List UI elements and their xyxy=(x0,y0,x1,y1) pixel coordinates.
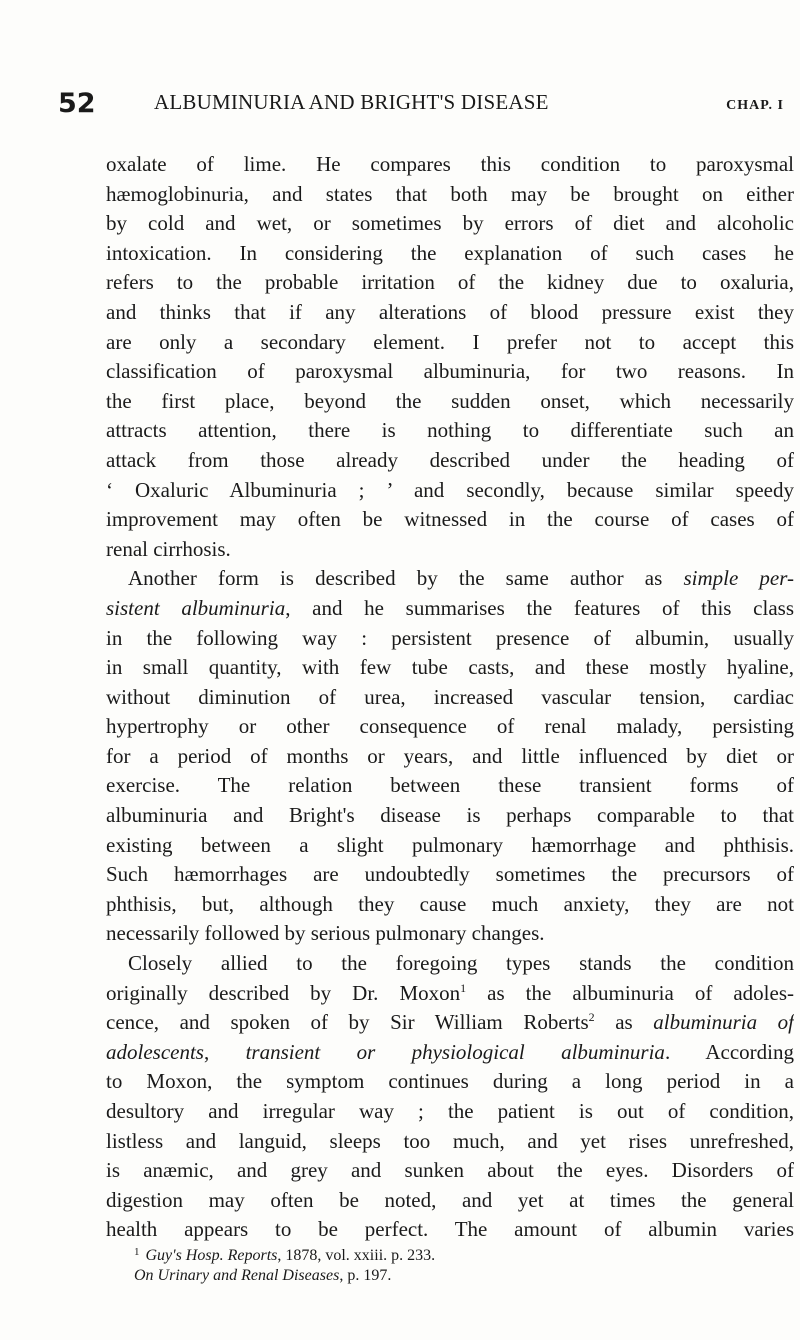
text-line: intoxication. In considering the explanation of such cases he xyxy=(106,240,794,265)
page-number: 52 xyxy=(58,88,96,119)
text-line: desultory and irregular way ; the patient is out of condition, xyxy=(106,1099,794,1123)
text-line: classification of paroxysmal albuminuria, for two reasons. In xyxy=(106,359,794,384)
text-line: hæmoglobinuria, and states that both may be brought on either xyxy=(106,181,794,206)
footnote-ref: 2 xyxy=(588,1010,595,1025)
text-line: in small quantity, with few tube casts, and these mostly hyaline, xyxy=(106,655,794,680)
running-title: ALBUMINURIA AND BRIGHT'S DISEASE xyxy=(154,90,549,114)
text-line: albuminuria and Bright's disease is perhaps comparable to that xyxy=(106,803,794,828)
text-line: hypertrophy or other consequence of renal malady, persisting xyxy=(106,714,794,739)
text-run: , and he summarises the features of this class xyxy=(285,595,794,620)
text-line: are only a secondary element. I prefer not to accept this xyxy=(106,329,794,354)
text-line: listless and languid, sleeps too much, and yet rises unrefreshed, xyxy=(106,1128,794,1153)
text-line: is anæmic, and grey and sunken about the eyes. Disorders of xyxy=(106,1158,794,1183)
text-line: digestion may often be noted, and yet at times the general xyxy=(106,1187,794,1212)
text-line: Closely allied to the foregoing types stands the condition xyxy=(128,951,794,976)
text-line: necessarily followed by serious pulmonary changes. xyxy=(106,921,545,946)
text-line: attracts attention, there is nothing to differentiate such an xyxy=(106,418,794,443)
italic-term: transient or physiological albuminuria xyxy=(245,1039,665,1064)
text-line: by cold and wet, or sometimes by errors of diet and alcoholic xyxy=(106,211,794,236)
italic-term: albuminuria of xyxy=(653,1010,794,1035)
text-line xyxy=(106,564,794,594)
text-line xyxy=(106,594,794,624)
text-line: to Moxon, the symptom continues during a long period in a xyxy=(106,1069,794,1094)
footnote-2 xyxy=(134,1266,794,1286)
text-line: for a period of months or years, and little influenced by diet or xyxy=(106,743,794,768)
text-line: ‘ Oxaluric Albuminuria ; ’ and secondly, because similar speedy xyxy=(106,477,794,502)
text-run: cence, and spoken of by Sir William Roberts xyxy=(106,1010,589,1035)
text-run: originally described by Dr. Moxon xyxy=(106,980,461,1005)
text-line: renal cirrhosis. xyxy=(106,536,231,561)
footnote-ref-text: , 1878, vol. xxiii. p. 233. xyxy=(277,1247,436,1264)
text-line xyxy=(106,979,794,1009)
text-line: refers to the probable irritation of the kidney due to oxaluria, xyxy=(106,270,794,295)
footnote-1 xyxy=(134,1242,794,1266)
footnote-ref: 1 xyxy=(460,980,467,995)
text-line: Such hæmorrhages are undoubtedly sometimes the precursors of xyxy=(106,862,794,887)
text-line: and thinks that if any alterations of blood pressure exist they xyxy=(106,299,794,324)
italic-term: simple per- xyxy=(683,566,794,591)
footnotes xyxy=(134,1242,794,1286)
running-header xyxy=(58,86,798,130)
italic-term: sistent albuminuria xyxy=(106,595,286,620)
text-line: existing between a slight pulmonary hæmorrhage and phthisis. xyxy=(106,832,794,857)
footnote-title: On Urinary and Renal Diseases xyxy=(134,1267,340,1284)
text-line: exercise. The relation between these transient forms of xyxy=(106,773,794,798)
text-line: in the following way : persistent presence of albumin, usually xyxy=(106,625,794,650)
italic-term: adolescents xyxy=(106,1039,204,1064)
text-line: health appears to be perfect. The amount of albumin varies xyxy=(106,1217,794,1242)
text-line: oxalate of lime. He compares this condition to paroxysmal xyxy=(106,152,794,176)
text-line: improvement may often be witnessed in the course of cases of xyxy=(106,507,794,532)
footnote-mark: 1 xyxy=(134,1246,140,1258)
text-run: as the albuminuria of adoles- xyxy=(466,980,794,1005)
text-run: as xyxy=(594,1010,654,1035)
text-line: attack from those already described under the heading of xyxy=(106,447,794,472)
text-run: Another form is described by the same author as xyxy=(128,566,684,591)
text-line xyxy=(106,1038,794,1068)
footnote-title: Guy's Hosp. Reports xyxy=(145,1247,278,1264)
text-line: the first place, beyond the sudden onset, which necessarily xyxy=(106,388,794,413)
text-run: . According xyxy=(664,1039,794,1064)
footnote-ref-text: , p. 197. xyxy=(339,1267,392,1284)
text-line xyxy=(106,1008,794,1038)
text-run: , xyxy=(203,1039,246,1064)
chapter-mark: CHAP. I xyxy=(726,98,784,113)
body-text xyxy=(106,150,794,1245)
text-line: phthisis, but, although they cause much anxiety, they are not xyxy=(106,891,794,916)
text-line: without diminution of urea, increased vascular tension, cardiac xyxy=(106,684,794,709)
